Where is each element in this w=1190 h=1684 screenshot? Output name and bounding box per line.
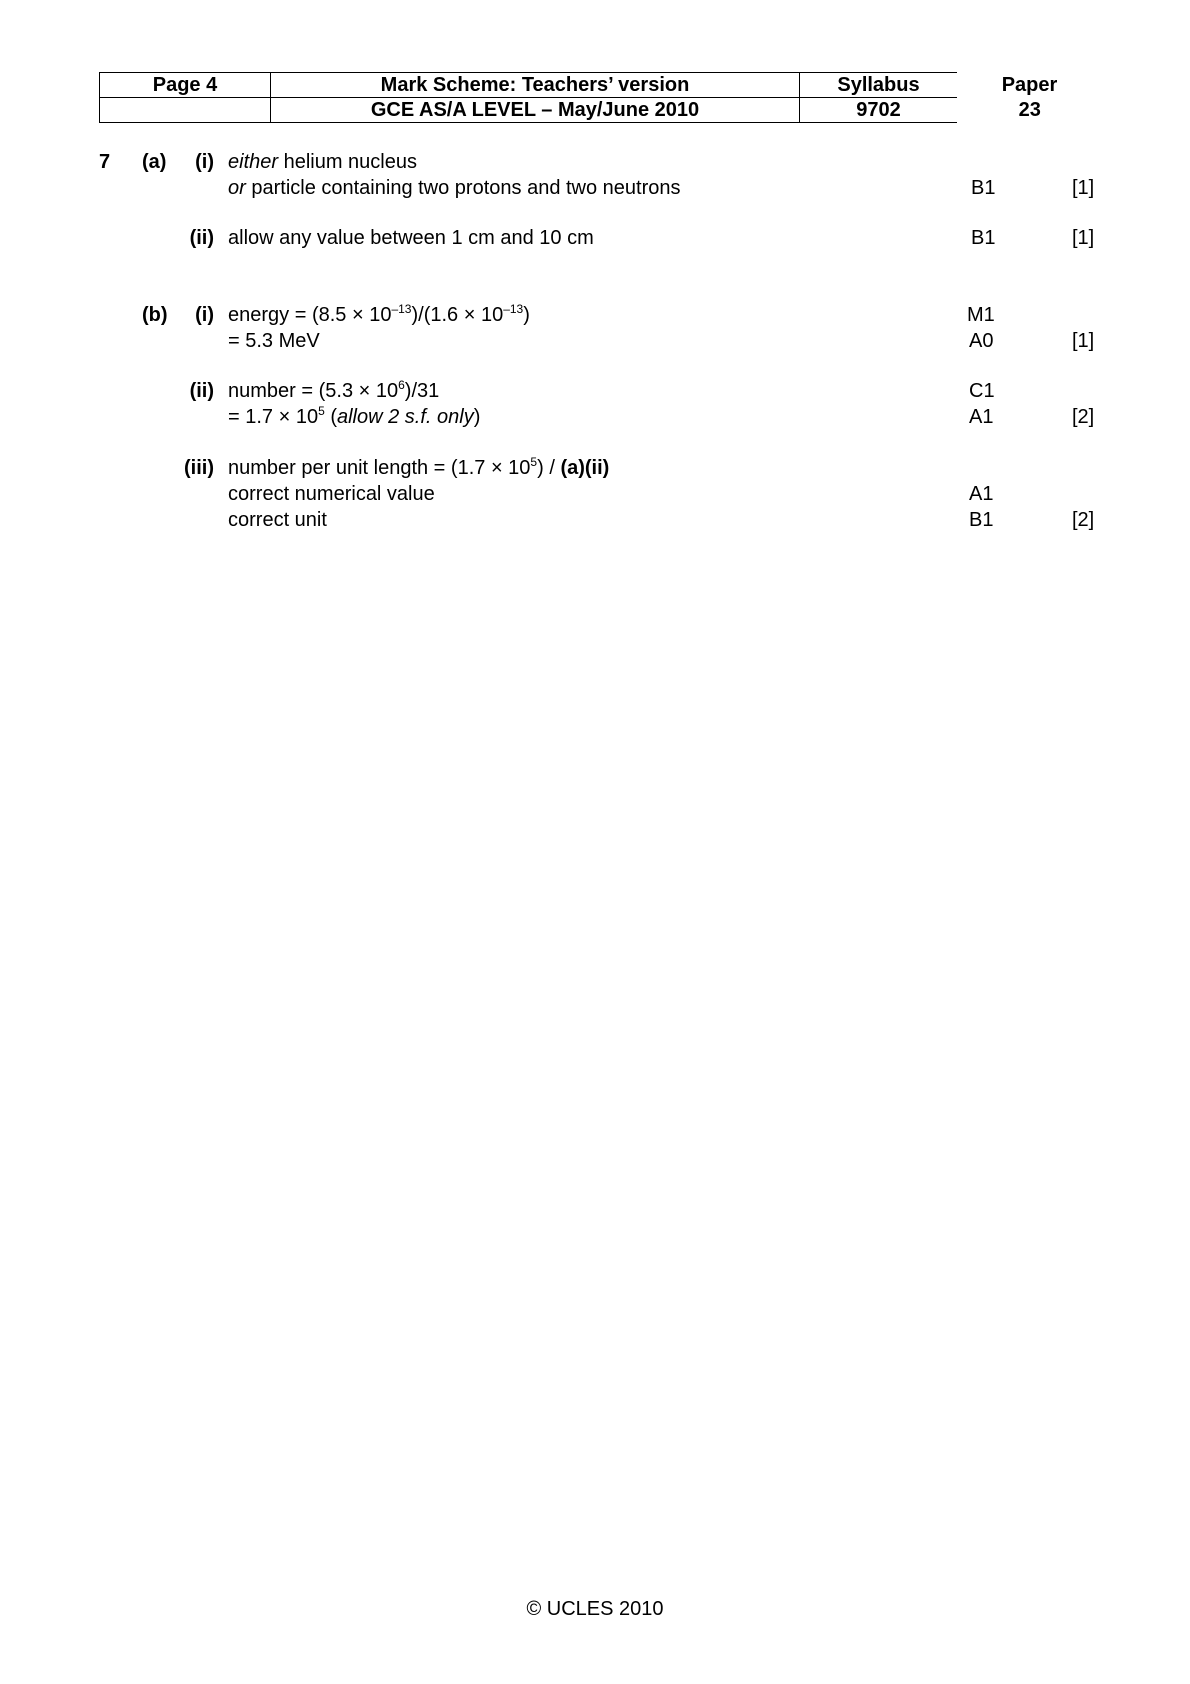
a-ii-total: [1] — [1072, 227, 1095, 249]
b-ii-text-d: ( — [324, 406, 337, 428]
b-i-mark-1: M1 — [967, 304, 995, 326]
syllabus-code: 9702 — [800, 98, 958, 123]
b-iii-label: (iii) — [184, 457, 214, 479]
a-i-line-2 — [228, 175, 681, 201]
b-iii-line-2: correct numerical value — [228, 483, 435, 505]
a-i-mark: B1 — [971, 177, 996, 199]
b-iii-mark-3: B1 — [969, 509, 994, 531]
b-i-mark-2: A0 — [969, 330, 994, 352]
b-i-total: [1] — [1072, 330, 1095, 352]
b-i-text-c: ) — [523, 304, 530, 326]
question-number: 7 — [99, 151, 111, 173]
syllabus-label: Syllabus — [800, 73, 958, 98]
b-ii-label: (ii) — [189, 380, 214, 402]
b-i-text-b: )/(1.6 × 10 — [411, 304, 504, 326]
paper-number: 23 — [1018, 99, 1041, 121]
b-iii-reference: (a)(ii) — [560, 457, 610, 479]
b-ii-allow-note: allow 2 s.f. only — [336, 406, 474, 428]
or-word: or — [228, 177, 246, 199]
b-iii-text-a: number per unit length = (1.7 × 10 — [228, 457, 531, 479]
b-i-exponent-1: –13 — [391, 302, 412, 316]
b-ii-text-b: )/31 — [404, 380, 440, 402]
header-empty-cell — [100, 98, 271, 123]
a-ii-label: (ii) — [189, 227, 214, 249]
part-b-label: (b) — [142, 304, 168, 326]
b-i-line-2: = 5.3 MeV — [228, 330, 320, 352]
b-i-exponent-2: –13 — [503, 302, 524, 316]
b-ii-exponent-1: 6 — [398, 378, 405, 392]
b-ii-text-c: = 1.7 × 10 — [228, 406, 319, 428]
b-ii-line-2 — [228, 404, 480, 430]
b-iii-text-b: ) / — [537, 457, 561, 479]
a-ii-text: allow any value between 1 cm and 10 cm — [228, 227, 594, 249]
b-iii-total: [2] — [1072, 509, 1095, 531]
exam-session: GCE AS/A LEVEL – May/June 2010 — [271, 98, 800, 123]
b-ii-mark-2: A1 — [969, 406, 994, 428]
a-i-line-1-text: helium nucleus — [278, 151, 417, 173]
b-iii-exponent: 5 — [530, 455, 538, 469]
b-i-text-a: energy = (8.5 × 10 — [228, 304, 392, 326]
paper-label: Paper — [1001, 74, 1058, 96]
a-i-line-1 — [228, 149, 417, 175]
b-i-label: (i) — [195, 304, 214, 326]
b-ii-line-1 — [228, 378, 439, 404]
b-ii-text-a: number = (5.3 × 10 — [228, 380, 399, 402]
b-ii-text-e: ) — [473, 406, 481, 428]
a-i-total: [1] — [1072, 177, 1095, 199]
document-title: Mark Scheme: Teachers’ version — [271, 73, 800, 98]
header-table — [99, 72, 1103, 123]
a-i-line-2-text: particle containing two protons and two neutrons — [245, 177, 681, 199]
b-ii-mark-1: C1 — [969, 380, 995, 402]
either-word: either — [228, 151, 279, 173]
a-i-label: (i) — [195, 151, 214, 173]
a-ii-mark: B1 — [971, 227, 996, 249]
copyright-footer: © UCLES 2010 — [526, 1598, 664, 1620]
b-ii-exponent-2: 5 — [318, 404, 325, 418]
b-ii-total: [2] — [1072, 406, 1095, 428]
b-i-line-1 — [228, 302, 530, 328]
b-iii-mark-2: A1 — [969, 483, 994, 505]
b-iii-line-1 — [228, 455, 609, 481]
b-iii-line-3: correct unit — [228, 509, 327, 531]
page-number: Page 4 — [100, 73, 271, 98]
part-a-label: (a) — [142, 151, 167, 173]
